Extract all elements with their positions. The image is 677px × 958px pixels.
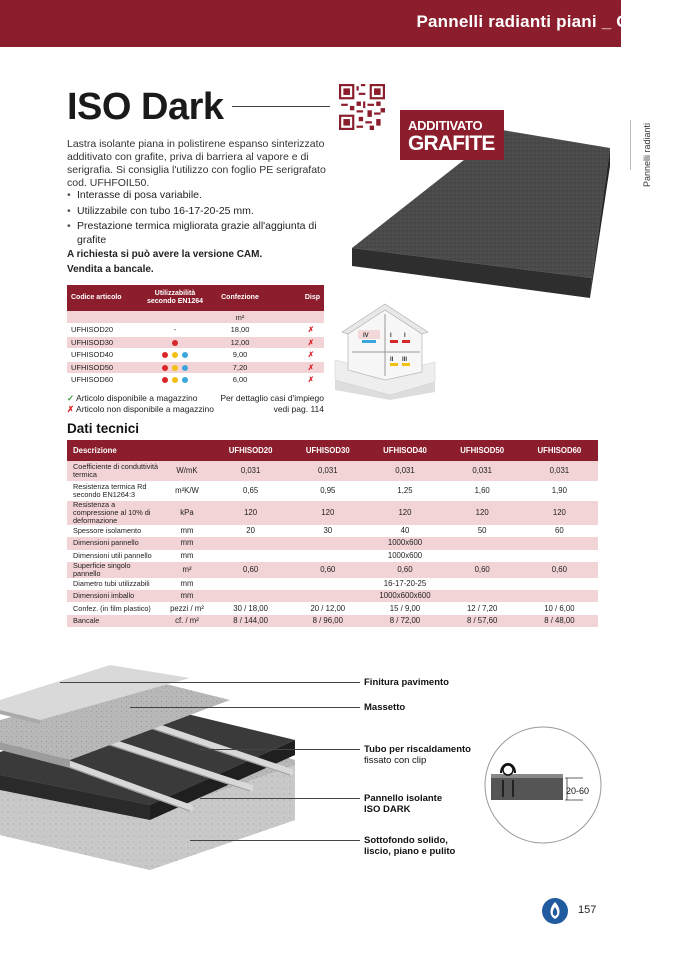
value-cell: 0,60	[444, 562, 521, 578]
pack-cell: 7,20	[211, 361, 269, 374]
value-cell: 0,031	[212, 461, 289, 481]
code-cell: UFHISOD30	[67, 336, 139, 349]
disp-cell: ✗	[269, 349, 324, 362]
zone-label: I	[390, 333, 392, 339]
table-row	[67, 550, 598, 562]
label-panel-sub: ISO DARK	[364, 804, 411, 815]
value-cell: 8 / 72,00	[366, 615, 443, 627]
value-cell: 60	[555, 526, 564, 536]
col-header: Codice articolo	[67, 285, 139, 311]
zone-label: I	[404, 333, 406, 339]
unit-cell: mm	[180, 579, 194, 589]
desc-cell: Bancale	[67, 615, 162, 627]
feature-item: • Prestazione termica migliorata grazie all'aggiunta di grafite	[67, 220, 337, 247]
value-cell: 8 / 48,00	[521, 615, 598, 627]
col-header: Utilizzabilità secondo EN1264	[139, 285, 211, 311]
availability-table	[67, 285, 324, 387]
col-header: UFHISOD20	[212, 440, 289, 461]
cam-note: A richiesta si può avere la versione CAM.	[67, 249, 263, 260]
label-panel-text: Pannello isolante	[364, 793, 443, 804]
thickness-label: 20-60	[566, 786, 590, 796]
value-cell: 10 / 6,00	[544, 603, 575, 613]
value-cell: 0,60	[366, 562, 443, 578]
value-cell: 1000x600	[387, 550, 423, 560]
unit-row	[67, 311, 324, 324]
usage-cell	[139, 349, 211, 362]
code-cell: UFHISOD50	[67, 361, 139, 374]
side-divider	[630, 120, 631, 170]
value-cell: 1,90	[551, 486, 567, 495]
table-row	[67, 602, 598, 614]
value-cell: 20 / 12,00	[310, 603, 346, 613]
title-rule	[232, 106, 330, 107]
label-subfloor	[364, 835, 455, 857]
value-cell: 120	[289, 501, 366, 525]
code-cell: UFHISOD40	[67, 349, 139, 362]
table-row	[67, 578, 598, 590]
label-pipe	[364, 744, 471, 766]
desc-cell: Resistenza a compressione al 10% di deformazione	[67, 501, 162, 525]
house-usage-diagram	[330, 300, 440, 400]
disp-cell: ✗	[269, 324, 324, 337]
product-description: Lastra isolante piana in polistirene espanso sinterizzato additivato con grafite, priva di barriera al vapore e di serigrafia. Si consiglia l'utilizzo con foglio PE serigrafato cod. UFHFOIL50.	[67, 138, 326, 189]
col-header: UFHISOD40	[366, 440, 443, 461]
value-cell: 0,031	[444, 461, 521, 481]
category-dot-icon	[172, 365, 178, 371]
value-cell: 30	[323, 526, 333, 536]
technical-table	[67, 440, 598, 627]
unit-cell: pezzi / m²	[170, 603, 204, 613]
side-section-label: Pannelli radianti	[642, 123, 652, 188]
availability-legend	[67, 393, 214, 414]
disp-cell: ✗	[269, 361, 324, 374]
pack-cell: 9,00	[211, 349, 269, 362]
technical-title: Dati tecnici	[67, 421, 140, 436]
legend-no-text: Articolo non disponibile a magazzino	[76, 403, 215, 414]
value-cell: 40	[400, 526, 410, 536]
unit-cell: mm	[162, 537, 212, 549]
table-row	[67, 349, 324, 362]
floor-section-illustration	[0, 660, 360, 875]
value-cell: 8 / 57,60	[444, 615, 521, 627]
clip-detail-circle	[483, 725, 603, 845]
table-row	[67, 374, 324, 387]
category-dot-icon	[182, 377, 188, 383]
category-dot-icon	[172, 377, 178, 383]
usage-cell	[139, 336, 211, 349]
value-cell: 120	[366, 501, 443, 525]
category-dot-icon	[162, 352, 168, 358]
table-row	[67, 525, 598, 537]
leader-line	[200, 798, 360, 799]
pack-cell: 18,00	[211, 324, 269, 337]
label-finish-text: Finitura pavimento	[364, 677, 449, 688]
value-cell: 0,031	[289, 461, 366, 481]
label-pipe-text: Tubo per riscaldamento	[364, 744, 471, 755]
value-cell: 0,60	[289, 562, 366, 578]
zone-label: III	[402, 357, 408, 363]
product-title: ISO Dark	[67, 86, 224, 128]
label-finish	[364, 677, 449, 688]
value-cell: 8 / 144,00	[212, 615, 289, 627]
value-cell: 50	[477, 526, 487, 536]
badge-line-2: GRAFITE	[408, 132, 495, 155]
feature-list	[67, 189, 337, 249]
value-cell: 15 / 9,00	[389, 603, 421, 613]
usage-cell: -	[139, 324, 211, 337]
unit-cell: m²K/W	[175, 486, 199, 495]
disp-cell: ✗	[269, 336, 324, 349]
col-header: UFHISOD60	[521, 440, 598, 461]
unit-cell: W/mK	[162, 461, 212, 481]
label-screed	[364, 702, 405, 713]
value-cell: 120	[444, 501, 521, 525]
feature-item: • Interasse di posa variabile.	[67, 189, 337, 203]
leader-line	[200, 749, 360, 750]
label-subfloor-sub: liscio, piano e pulito	[364, 846, 456, 857]
leader-line	[190, 840, 360, 841]
col-header: Disp	[269, 285, 324, 311]
zone-label: IV	[363, 333, 369, 339]
code-cell: UFHISOD60	[67, 374, 139, 387]
table-row	[67, 461, 598, 481]
usage-cell	[139, 361, 211, 374]
value-cell: 30 / 18,00	[233, 603, 268, 613]
legend-ok-text: Articolo disponibile a magazzino	[76, 393, 198, 403]
unit-cell: mm	[180, 526, 194, 536]
desc-cell: Coefficiente di conduttività termica	[67, 461, 162, 481]
category-dot-icon	[182, 365, 188, 371]
label-pipe-sub: fissato con clip	[364, 755, 427, 766]
col-header: Descrizione	[67, 440, 162, 461]
usage-detail-note	[210, 393, 324, 414]
category-dot-icon	[162, 365, 168, 371]
unit-cell: mm	[162, 590, 212, 602]
label-panel	[364, 793, 442, 815]
desc-cell: Spessore isolamento	[73, 526, 142, 536]
table-row	[67, 481, 598, 501]
usage-cell	[139, 374, 211, 387]
value-cell: 120	[212, 501, 289, 525]
value-cell: 0,65	[243, 486, 259, 495]
col-header	[162, 440, 212, 461]
category-dot-icon	[182, 352, 188, 358]
unit-cell: m²	[162, 562, 212, 578]
code-cell: UFHISOD20	[67, 324, 139, 337]
table-row	[67, 615, 598, 627]
unit-cell: mm	[180, 550, 194, 560]
table-row	[67, 361, 324, 374]
value-cell: 0,031	[366, 461, 443, 481]
value-cell: 20	[246, 526, 255, 536]
pack-cell: 6,00	[211, 374, 269, 387]
table-row	[67, 562, 598, 578]
page-number: 157	[578, 904, 597, 916]
value-cell: 0,031	[521, 461, 598, 481]
category-dot-icon	[162, 377, 168, 383]
table-row	[67, 324, 324, 337]
desc-cell: Dimensioni utili pannello	[73, 550, 152, 560]
value-cell: 12 / 7,20	[466, 603, 498, 613]
value-cell: 1,60	[474, 486, 490, 495]
unit-cell: m²	[211, 311, 269, 324]
value-cell: 0,95	[320, 486, 336, 495]
category-dot-icon	[172, 352, 178, 358]
desc-cell: Confez. (in film plastico)	[73, 603, 151, 613]
value-cell: 1000x600	[212, 537, 598, 549]
col-header: UFHISOD30	[289, 440, 366, 461]
value-cell: 16-17-20-25	[383, 579, 427, 589]
cross-icon: ✗	[67, 403, 75, 414]
desc-cell: Resistenza termica Rd secondo EN1264:3	[73, 482, 147, 499]
disp-cell: ✗	[269, 374, 324, 387]
desc-cell: Diametro tubi utilizzabili	[73, 579, 150, 589]
brand-logo-icon	[541, 897, 569, 925]
sale-note: Vendita a bancale.	[67, 264, 154, 275]
value-cell: 1000x600x600	[212, 590, 598, 602]
badge-line-1: ADDITIVATO	[408, 118, 483, 133]
detail-note-line: Per dettaglio casi d'impiego	[220, 393, 324, 403]
desc-cell: Dimensioni imballo	[67, 590, 162, 602]
zone-label: II	[390, 357, 394, 363]
value-cell: 120	[521, 501, 598, 525]
label-screed-text: Massetto	[364, 702, 406, 713]
desc-cell: Dimensioni pannello	[67, 537, 162, 549]
value-cell: 8 / 96,00	[289, 615, 366, 627]
table-row	[67, 590, 598, 602]
leader-line	[130, 707, 360, 708]
table-row	[67, 537, 598, 549]
table-row	[67, 336, 324, 349]
value-cell: 0,60	[212, 562, 289, 578]
col-header: Confezione	[211, 285, 269, 311]
leader-line	[60, 682, 360, 683]
unit-cell: cf. / m²	[162, 615, 212, 627]
detail-note-line: vedi pag. 114	[273, 403, 324, 414]
pack-cell: 12,00	[211, 336, 269, 349]
value-cell: 1,25	[397, 486, 413, 495]
category-dot-icon	[172, 340, 178, 346]
value-cell: 0,60	[521, 562, 598, 578]
label-subfloor-text: Sottofondo solido,	[364, 835, 448, 846]
desc-cell: Superficie singolo pannello	[67, 562, 162, 578]
unit-cell: kPa	[162, 501, 212, 525]
check-icon: ✓	[67, 393, 75, 403]
table-row	[67, 501, 598, 525]
col-header: UFHISOD50	[444, 440, 521, 461]
feature-item: • Utilizzabile con tubo 16-17-20-25 mm.	[67, 205, 337, 219]
section-title: Pannelli radianti piani _ C2.3	[416, 12, 653, 31]
